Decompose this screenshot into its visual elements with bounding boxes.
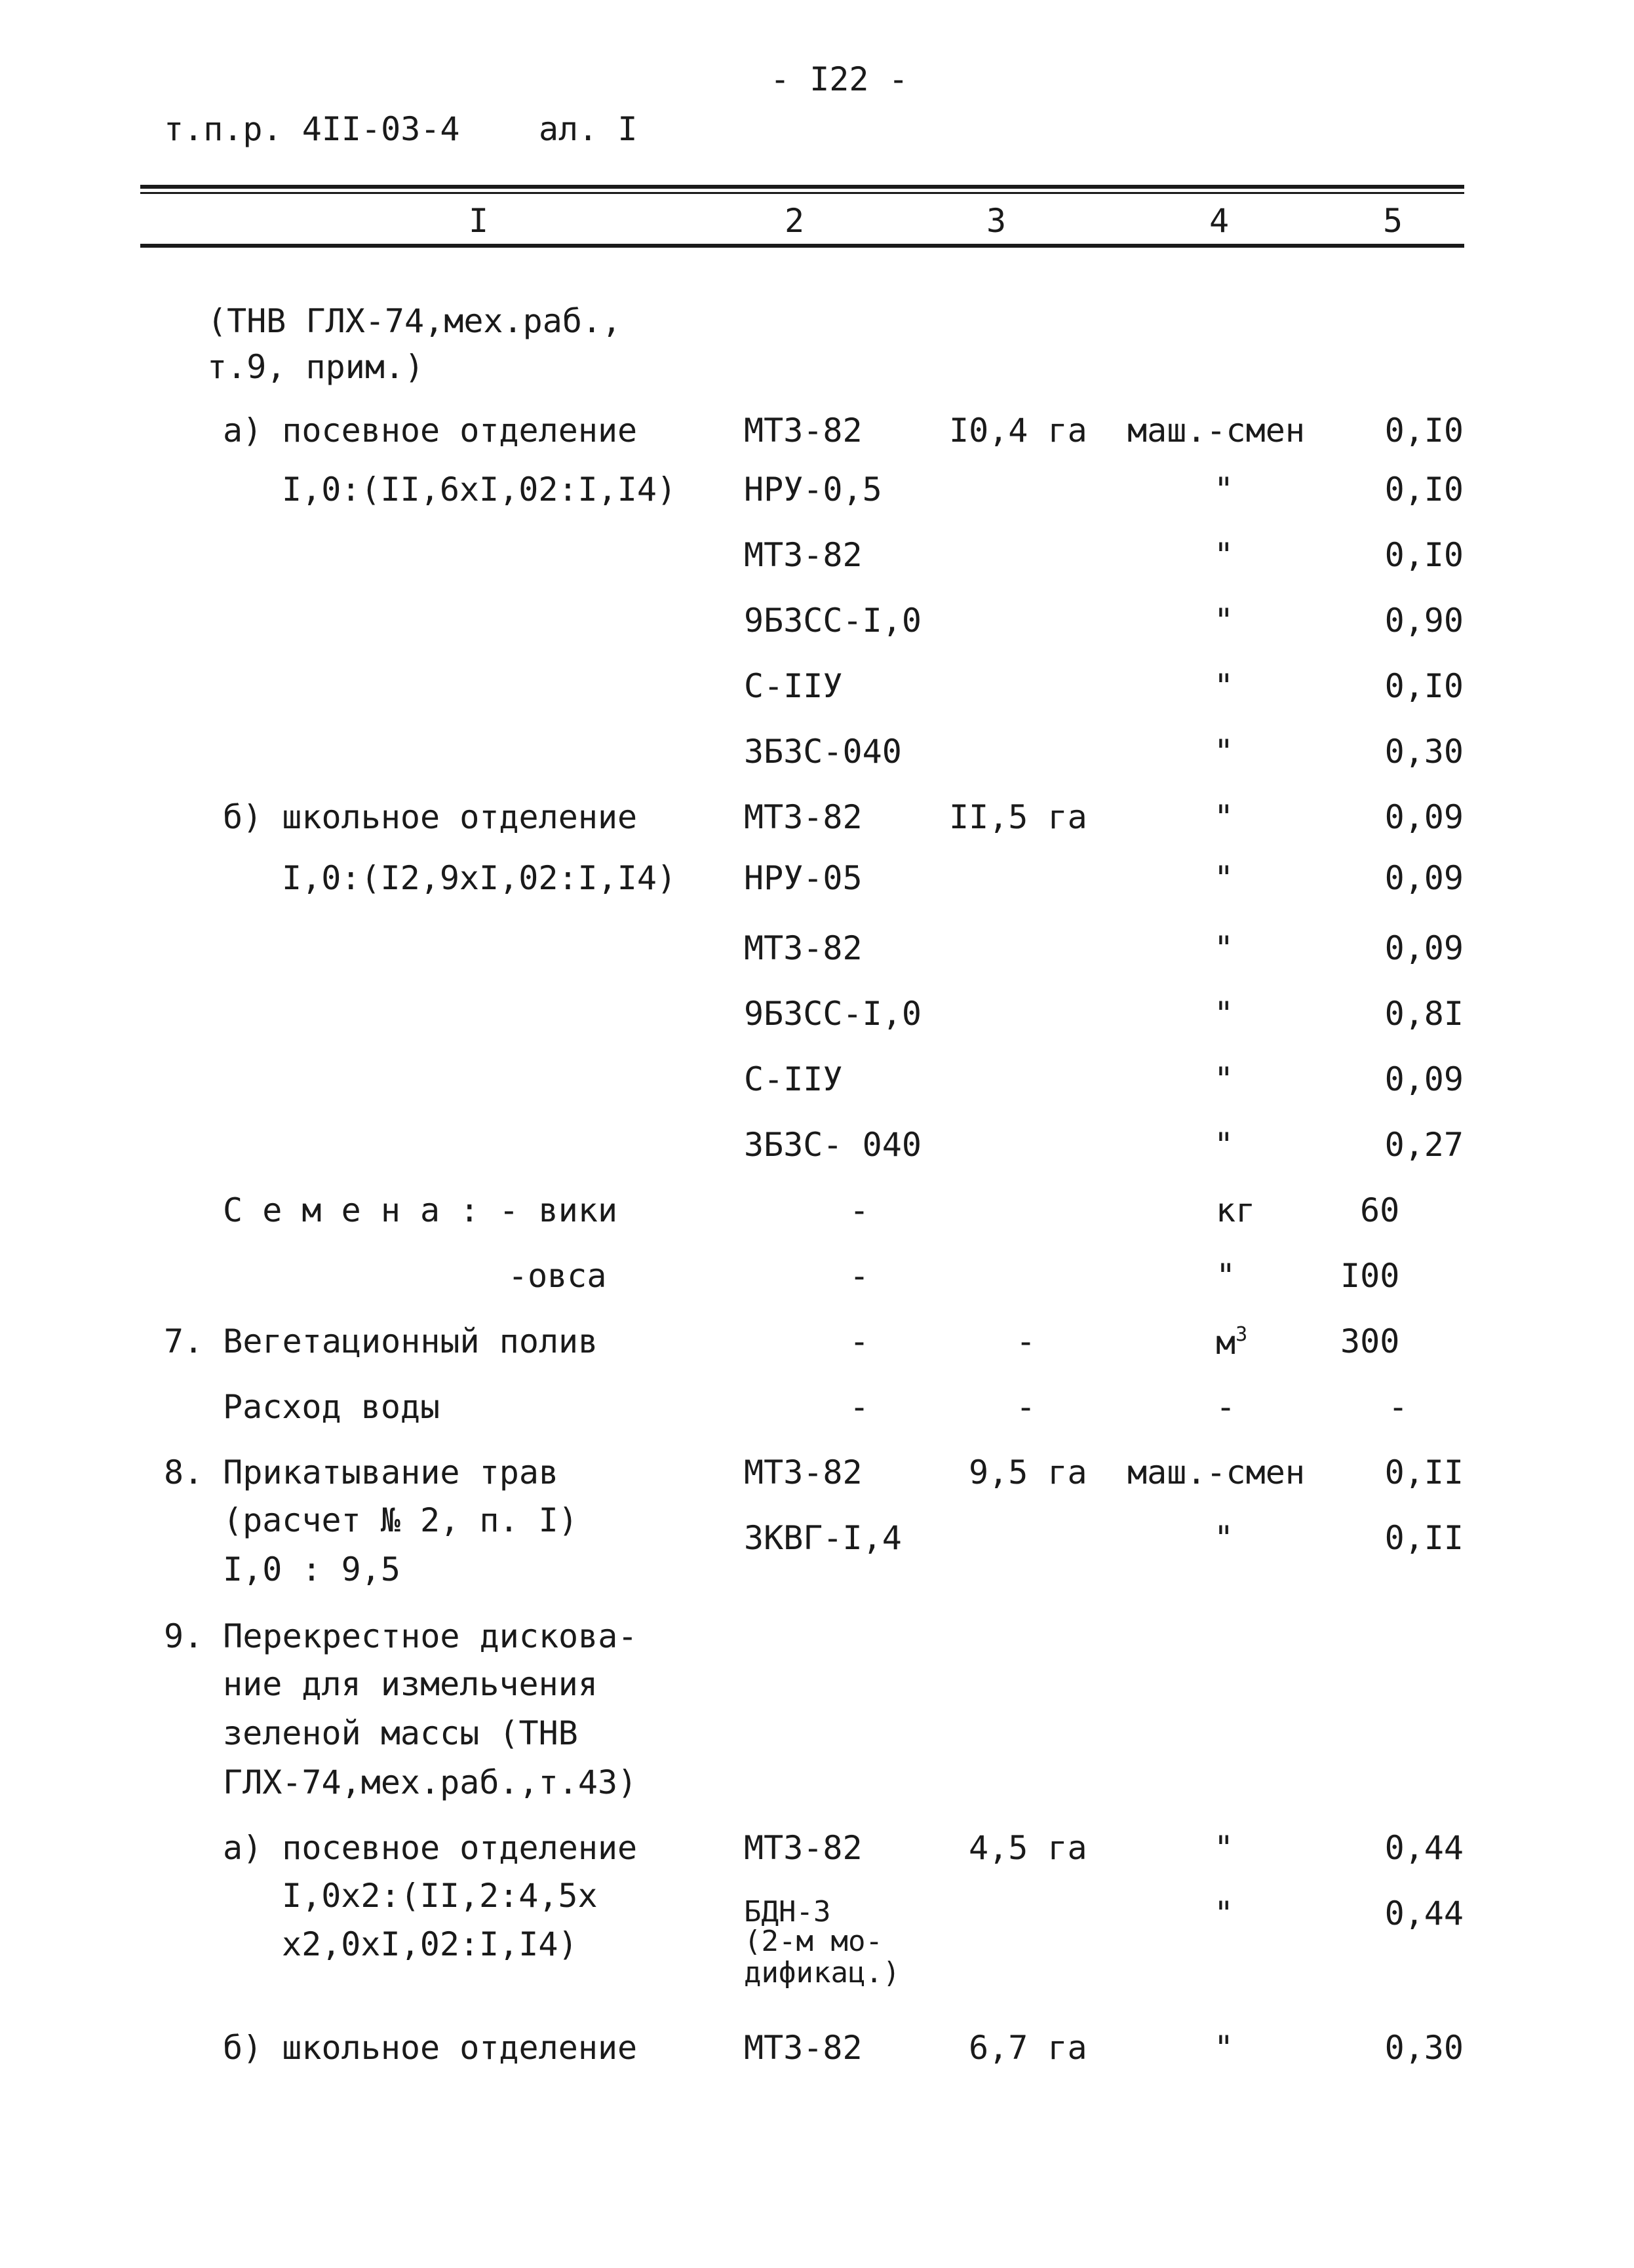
column-header-2: 2 <box>785 202 805 240</box>
table-top-rule-thin <box>140 192 1464 194</box>
table-row: дификац.) <box>744 1956 901 1989</box>
table-row: ЗБЗС- 040 " 0,27 <box>744 1126 1464 1164</box>
table-row: x2,0xI,02:I,I4) (2-м мо- <box>282 1925 883 1963</box>
table-row: (расчет № 2, п. I) <box>223 1501 578 1539</box>
table-row: I,0:(I2,9xI,02:I,I4) НРУ-05 " 0,09 <box>282 859 1464 897</box>
table-row: а) посевное отделение МТЗ-82 4,5 га " 0,44 <box>223 1829 1464 1867</box>
table-row: 8. Прикатывание трав МТЗ-82 9,5 га маш.-смен 0,II <box>164 1453 1464 1491</box>
page-number: - I22 - <box>770 60 908 98</box>
table-row: С е м е н а : - вики - кг 60 <box>223 1191 1400 1229</box>
table-row: ГЛХ-74,мех.раб.,т.43) <box>223 1763 638 1801</box>
table-row: С-IIУ " 0,I0 <box>744 667 1464 705</box>
table-row: I,0:(II,6xI,02:I,I4) НРУ-0,5 " 0,I0 <box>282 471 1464 509</box>
table-row: 7. Вегетационный полив - - $м^3$ 300 <box>164 1322 1400 1362</box>
table-row: а) посевное отделение МТЗ-82 I0,4 га маш.-смен 0,I0 <box>223 412 1464 450</box>
table-top-rule <box>140 185 1464 189</box>
table-row: ЗБЗС-040 " 0,30 <box>744 733 1464 771</box>
document-reference: т.п.р. 4II-03-4 ал. I <box>164 110 638 148</box>
table-row: 9. Перекрестное дискова- <box>164 1617 638 1655</box>
table-row: б) школьное отделение МТЗ-82 II,5 га " 0,09 <box>223 798 1464 836</box>
intro-line: т.9, прим.) <box>207 348 425 386</box>
table-row: зеленой массы (ТНВ <box>223 1714 578 1752</box>
column-header-4: 4 <box>1209 202 1230 240</box>
table-row: I,0x2:(II,2:4,5x <box>282 1877 598 1915</box>
table-row: МТЗ-82 " 0,09 <box>744 929 1464 967</box>
table-row: б) школьное отделение МТЗ-82 6,7 га " 0,30 <box>223 2029 1464 2067</box>
table-row: МТЗ-82 " 0,I0 <box>744 536 1464 574</box>
table-row: 9БЗСС-I,0 " 0,8I <box>744 995 1464 1033</box>
table-header-bottom-rule <box>140 244 1464 248</box>
column-header-3: 3 <box>986 202 1007 240</box>
column-header-1: I <box>469 202 489 240</box>
table-row: -овса - " I00 <box>508 1257 1400 1295</box>
intro-line: (ТНВ ГЛХ-74,мех.раб., <box>207 302 622 340</box>
table-row: Расход воды - - - - <box>223 1388 1409 1426</box>
table-row: I,0 : 9,5 <box>223 1550 400 1588</box>
table-row: БДН-3 " 0,44 <box>744 1894 1464 1932</box>
column-header-5: 5 <box>1383 202 1403 240</box>
table-row: С-IIУ " 0,09 <box>744 1060 1464 1098</box>
table-row: ние для измельчения <box>223 1665 598 1703</box>
table-row: 9БЗСС-I,0 " 0,90 <box>744 602 1464 640</box>
table-row: ЗКВГ-I,4 " 0,II <box>744 1519 1464 1557</box>
